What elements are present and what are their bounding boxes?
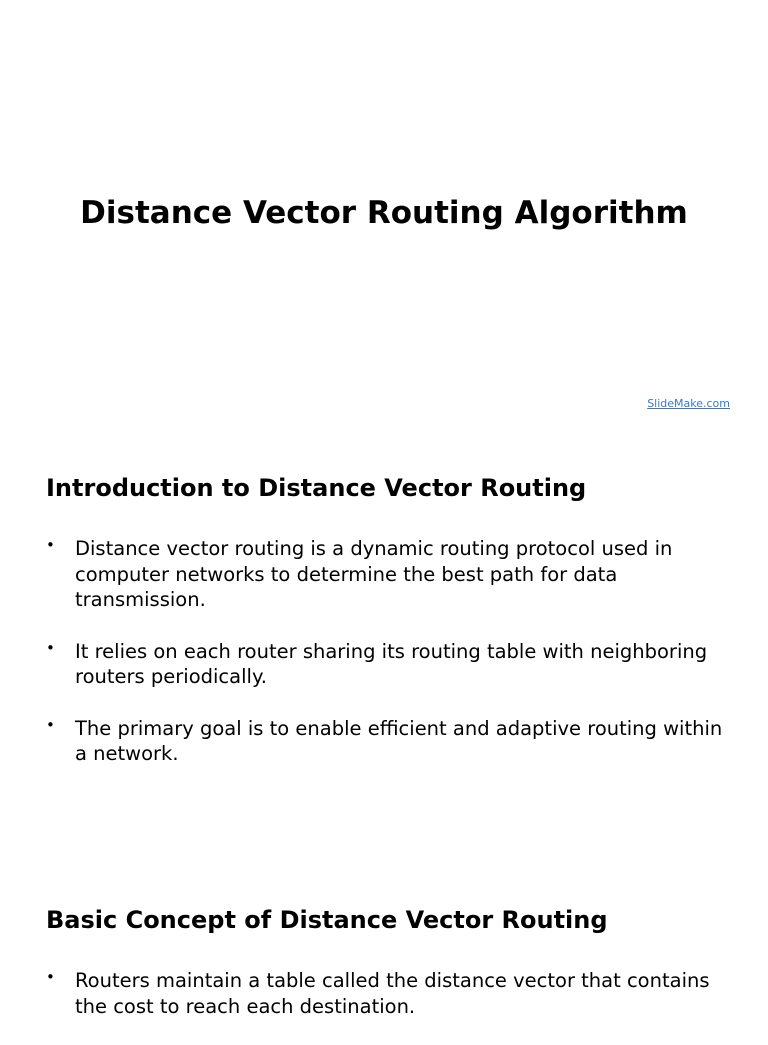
section-heading: Basic Concept of Distance Vector Routing <box>46 906 608 934</box>
bullet-text: Routers maintain a table called the distance vector that contains the cost to reach each destination. <box>75 969 710 1018</box>
bullet-item <box>46 716 726 767</box>
bullet-list <box>46 536 726 767</box>
bullet-item <box>46 968 726 1019</box>
slidemake-link[interactable]: SlideMake.com <box>647 397 730 410</box>
bullet-item <box>46 536 726 613</box>
bullet-icon: • <box>46 638 55 657</box>
bullet-icon: • <box>46 968 55 986</box>
bullet-text: Distance vector routing is a dynamic routing protocol used in computer networks to determine the best path for data transmission. <box>75 537 673 611</box>
bullet-text: The primary goal is to enable efficient and adaptive routing within a network. <box>75 716 723 765</box>
bullet-item <box>46 639 726 690</box>
bullet-list <box>46 968 726 1019</box>
slide-title: Distance Vector Routing Algorithm <box>80 195 688 231</box>
bullet-text: It relies on each router sharing its routing table with neighboring routers periodically. <box>75 639 708 688</box>
section-heading: Introduction to Distance Vector Routing <box>46 474 587 502</box>
section-introduction <box>46 472 726 793</box>
bullet-icon: • <box>46 536 55 554</box>
bullet-icon: • <box>46 715 55 734</box>
